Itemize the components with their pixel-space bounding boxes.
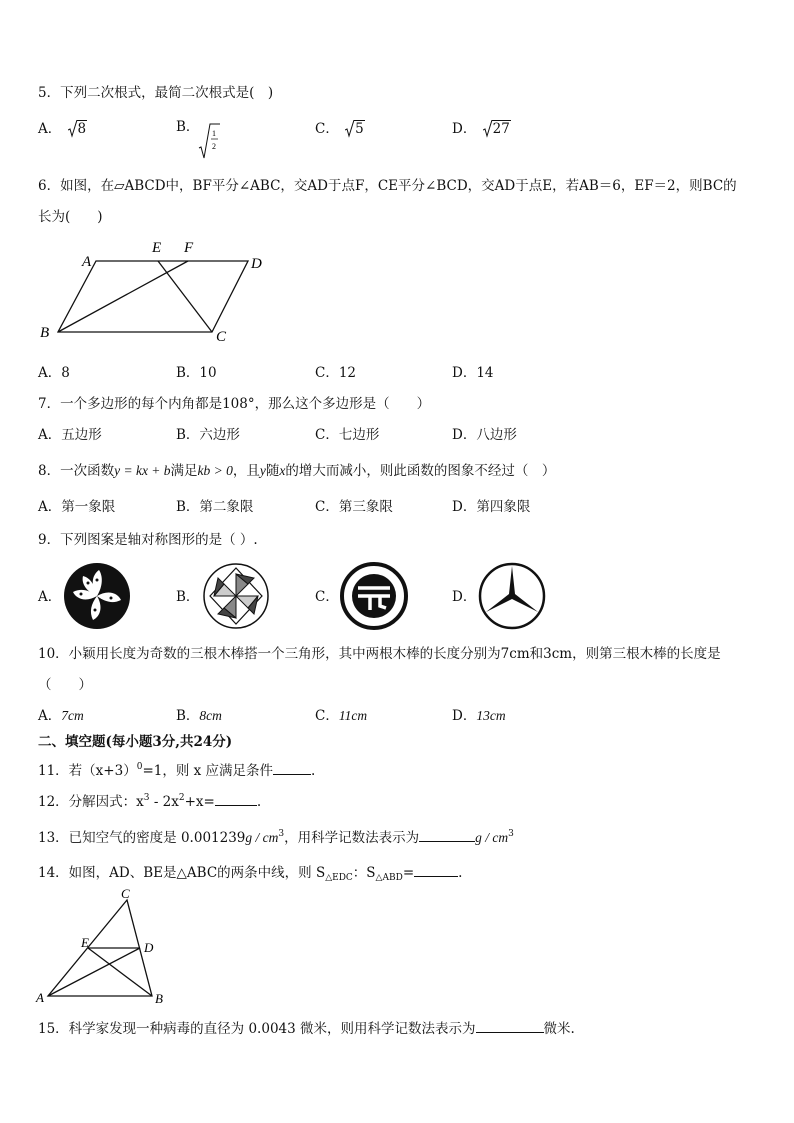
label-e: E (81, 935, 89, 950)
q12-stem: 12．分解因式：$x^3 - 2x^2+x=$ . (38, 793, 262, 810)
q7-stem: 7．一个多边形的每个内角都是108°，那么这个多边形是（ ） (38, 396, 431, 412)
q9-option-d-label: D． (452, 589, 477, 605)
q7-option-b: B．六边形 (176, 427, 240, 443)
q6-option-b: B．10 (176, 365, 217, 381)
q8-option-c: C．第三象限 (315, 499, 393, 515)
label-c: C (121, 886, 130, 901)
q15-stem: 15．科学家发现一种病毒的直径为 0.0043 微米，则用科学记数法表示为 微米. (38, 1018, 575, 1038)
label-b: B (155, 991, 163, 1006)
section2-title: 二、填空题(每小题3分,共24分) (38, 734, 233, 750)
q11-stem: 11．若$(x+3)^0=1$，则 x 应满足条件 . (38, 762, 316, 779)
q12-answer-blank[interactable] (215, 791, 257, 806)
q9-option-a-label: A． (38, 589, 62, 605)
q10-stem-line1: 10．小颖用长度为奇数的三根木棒搭一个三角形，其中两根木棒的长度分别为7cm和3cm，则第三根木棒的长度是 (38, 646, 721, 662)
parallelogram-figure (36, 236, 286, 348)
q10-option-d: D．13cm (452, 708, 506, 724)
label-b: B (40, 325, 50, 341)
bauhinia-flower-icon (63, 562, 131, 630)
q7-option-a: A．五边形 (38, 427, 102, 443)
q6-option-c: C．12 (315, 365, 357, 381)
q10-option-b: B．8cm (176, 708, 222, 724)
label-a: A (82, 254, 92, 270)
q8-option-b: B．第二象限 (176, 499, 254, 515)
q9-stem: 9．下列图案是轴对称图形的是（ ）. (38, 532, 258, 548)
q5-stem: 5．下列二次根式，最简二次根式是( ) (38, 85, 274, 101)
triangle-figure (34, 886, 174, 1008)
q8-stem: 8．一次函数y = kx + b满足kb > 0，且y随x的增大而减小，则此函数的图象不经过（ ） (38, 463, 556, 479)
q5-option-d: D． 27 (452, 121, 510, 137)
q14-stem: 14．如图，AD、BE是△ABC的两条中线，则 $S_{\triangle EDC}$：$S_{\triangle ABD}=$ . (38, 862, 462, 882)
q6-stem-line2: 长为( ) (38, 209, 103, 225)
q6-option-a: A．8 (38, 365, 70, 381)
fraction-numerator: 1 (212, 129, 216, 138)
q5-option-c: C． 5 (315, 121, 364, 137)
fraction-denominator: 2 (212, 142, 216, 151)
q10-option-c: C．11cm (315, 708, 368, 724)
q11-answer-blank[interactable] (273, 760, 311, 775)
sqrt-fraction-icon (198, 122, 222, 162)
label-d: D (251, 256, 262, 272)
pinwheel-icon (202, 562, 270, 630)
q9-option-c-label: C． (315, 589, 339, 605)
q9-option-b-label: B． (176, 589, 200, 605)
q8-formula: y = kx + b (114, 463, 171, 478)
q6-stem-line1: 6．如图，在▱ABCD中，BF平分∠ABC，交AD于点F，CE平分∠BCD，交AD于点E，若AB＝6，EF＝2，则BC的 (38, 178, 737, 194)
q15-answer-blank[interactable] (476, 1018, 544, 1033)
q13-stem: 13．已知空气的密度是 $0.001239g / cm^3$，用科学记数法表示为 g / $cm^3$ (38, 829, 514, 846)
q10-option-a: A．7cm (38, 708, 84, 724)
label-a: A (36, 990, 44, 1005)
q8-condition: kb > 0 (197, 463, 233, 478)
q8-option-a: A．第一象限 (38, 499, 116, 515)
circle-logo-icon (340, 562, 408, 630)
q6-option-d: D．14 (452, 365, 494, 381)
label-c: C (216, 329, 227, 345)
q14-answer-blank[interactable] (414, 862, 458, 877)
q7-option-c: C．七边形 (315, 427, 380, 443)
q7-option-d: D．八边形 (452, 427, 517, 443)
label-e: E (152, 240, 162, 256)
three-pointed-star-icon (478, 562, 546, 630)
label-d: D (144, 940, 154, 955)
q8-option-d: D．第四象限 (452, 499, 531, 515)
q13-answer-blank[interactable] (419, 827, 475, 842)
q5-option-b: B． 1 2 (176, 118, 199, 136)
q5-option-a: A． 8 (38, 121, 87, 137)
label-f: F (184, 240, 194, 256)
q10-stem-line2: （ ） (38, 677, 92, 693)
